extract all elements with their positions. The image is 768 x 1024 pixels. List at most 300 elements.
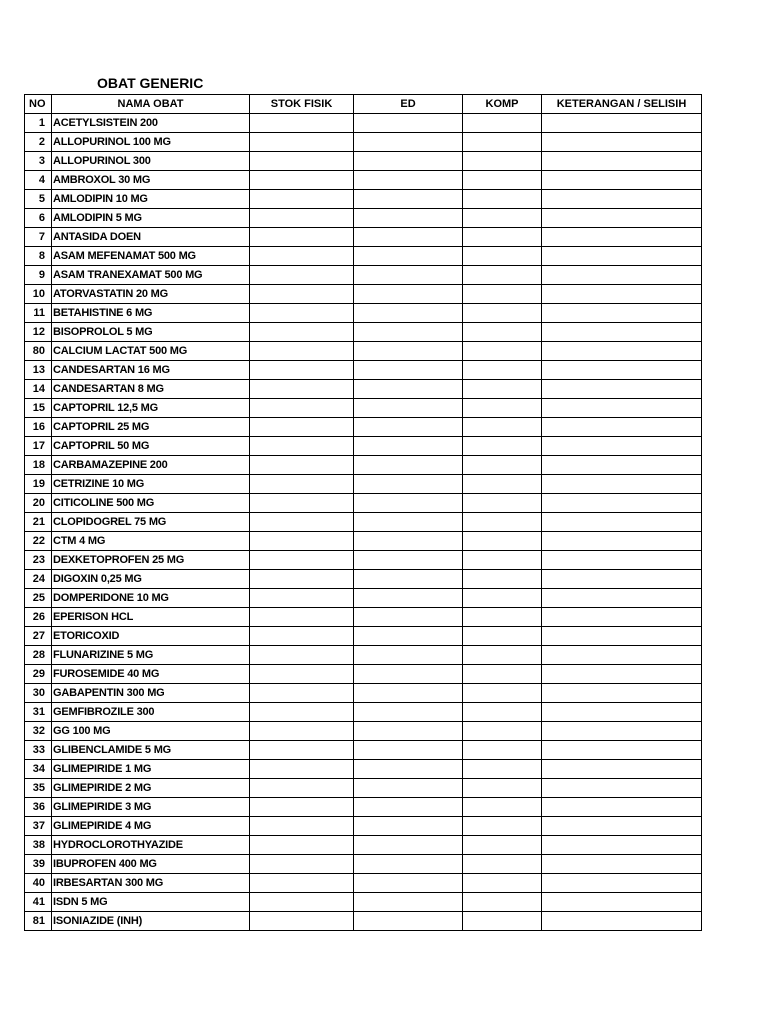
row-number: 32 (25, 722, 52, 741)
komp-cell[interactable] (463, 912, 542, 931)
komp-cell[interactable] (463, 304, 542, 323)
row-number: 7 (25, 228, 52, 247)
keterangan-cell[interactable] (542, 114, 702, 133)
keterangan-cell[interactable] (542, 418, 702, 437)
row-number: 20 (25, 494, 52, 513)
keterangan-cell[interactable] (542, 722, 702, 741)
stok-fisik-cell[interactable] (250, 380, 354, 399)
ed-cell[interactable] (354, 190, 463, 209)
komp-cell[interactable] (463, 551, 542, 570)
stok-fisik-cell[interactable] (250, 190, 354, 209)
table-row (25, 399, 702, 418)
table-row (25, 627, 702, 646)
stok-fisik-cell[interactable] (250, 209, 354, 228)
ed-cell[interactable] (354, 570, 463, 589)
drug-name-cell: ATORVASTATIN 20 MG (52, 285, 250, 304)
row-number: 22 (25, 532, 52, 551)
keterangan-cell[interactable] (542, 342, 702, 361)
komp-cell[interactable] (463, 855, 542, 874)
komp-cell[interactable] (463, 608, 542, 627)
table-row (25, 608, 702, 627)
drug-name-cell: CALCIUM LACTAT 500 MG (52, 342, 250, 361)
table-row (25, 741, 702, 760)
table-row (25, 703, 702, 722)
stok-fisik-cell[interactable] (250, 646, 354, 665)
keterangan-cell[interactable] (542, 513, 702, 532)
keterangan-cell[interactable] (542, 627, 702, 646)
komp-cell[interactable] (463, 627, 542, 646)
table-row (25, 722, 702, 741)
row-number: 31 (25, 703, 52, 722)
table-row (25, 456, 702, 475)
komp-cell[interactable] (463, 114, 542, 133)
row-number: 35 (25, 779, 52, 798)
drug-name-cell: AMBROXOL 30 MG (52, 171, 250, 190)
drug-name-cell: FLUNARIZINE 5 MG (52, 646, 250, 665)
table-row (25, 323, 702, 342)
drug-name-cell: CETRIZINE 10 MG (52, 475, 250, 494)
drug-name-cell: GLIMEPIRIDE 1 MG (52, 760, 250, 779)
row-number: 9 (25, 266, 52, 285)
komp-cell[interactable] (463, 133, 542, 152)
row-number: 19 (25, 475, 52, 494)
keterangan-cell[interactable] (542, 209, 702, 228)
keterangan-cell[interactable] (542, 171, 702, 190)
stok-fisik-cell[interactable] (250, 912, 354, 931)
row-number: 3 (25, 152, 52, 171)
row-number: 37 (25, 817, 52, 836)
ed-cell[interactable] (354, 836, 463, 855)
row-number: 39 (25, 855, 52, 874)
table-row (25, 684, 702, 703)
ed-cell[interactable] (354, 494, 463, 513)
ed-cell[interactable] (354, 209, 463, 228)
stok-fisik-cell[interactable] (250, 342, 354, 361)
stok-fisik-cell[interactable] (250, 551, 354, 570)
drug-name-cell: ISDN 5 MG (52, 893, 250, 912)
ed-cell[interactable] (354, 741, 463, 760)
table-row (25, 513, 702, 532)
keterangan-cell[interactable] (542, 532, 702, 551)
ed-cell[interactable] (354, 152, 463, 171)
ed-cell[interactable] (354, 456, 463, 475)
komp-cell[interactable] (463, 817, 542, 836)
stok-fisik-cell[interactable] (250, 323, 354, 342)
table-row (25, 494, 702, 513)
row-number: 13 (25, 361, 52, 380)
ed-cell[interactable] (354, 684, 463, 703)
table-row (25, 342, 702, 361)
ed-cell[interactable] (354, 418, 463, 437)
stok-fisik-cell[interactable] (250, 760, 354, 779)
drug-name-cell: HYDROCLOROTHYAZIDE (52, 836, 250, 855)
komp-cell[interactable] (463, 836, 542, 855)
komp-cell[interactable] (463, 893, 542, 912)
ed-cell[interactable] (354, 779, 463, 798)
drug-name-cell: ALLOPURINOL 100 MG (52, 133, 250, 152)
table-row (25, 228, 702, 247)
stok-fisik-cell[interactable] (250, 608, 354, 627)
keterangan-cell[interactable] (542, 779, 702, 798)
drug-name-cell: CANDESARTAN 8 MG (52, 380, 250, 399)
drug-name-cell: DIGOXIN 0,25 MG (52, 570, 250, 589)
ed-cell[interactable] (354, 380, 463, 399)
keterangan-cell[interactable] (542, 646, 702, 665)
header-nama-obat: NAMA OBAT (52, 95, 250, 114)
row-number: 34 (25, 760, 52, 779)
komp-cell[interactable] (463, 494, 542, 513)
drug-name-cell: CAPTOPRIL 50 MG (52, 437, 250, 456)
drug-name-cell: EPERISON HCL (52, 608, 250, 627)
drug-name-cell: BETAHISTINE 6 MG (52, 304, 250, 323)
table-row (25, 665, 702, 684)
komp-cell[interactable] (463, 247, 542, 266)
drug-name-cell: CAPTOPRIL 25 MG (52, 418, 250, 437)
table-row (25, 133, 702, 152)
table-row (25, 114, 702, 133)
row-number: 25 (25, 589, 52, 608)
row-number: 21 (25, 513, 52, 532)
stok-fisik-cell[interactable] (250, 817, 354, 836)
table-row (25, 798, 702, 817)
stok-fisik-cell[interactable] (250, 266, 354, 285)
keterangan-cell[interactable] (542, 741, 702, 760)
drug-name-cell: CTM 4 MG (52, 532, 250, 551)
stok-fisik-cell[interactable] (250, 494, 354, 513)
row-number: 36 (25, 798, 52, 817)
stok-fisik-cell[interactable] (250, 589, 354, 608)
drug-name-cell: GG 100 MG (52, 722, 250, 741)
keterangan-cell[interactable] (542, 266, 702, 285)
komp-cell[interactable] (463, 152, 542, 171)
row-number: 80 (25, 342, 52, 361)
drug-name-cell: GLIBENCLAMIDE 5 MG (52, 741, 250, 760)
ed-cell[interactable] (354, 551, 463, 570)
drug-name-cell: CANDESARTAN 16 MG (52, 361, 250, 380)
keterangan-cell[interactable] (542, 437, 702, 456)
table-row (25, 836, 702, 855)
komp-cell[interactable] (463, 171, 542, 190)
header-komp: KOMP (463, 95, 542, 114)
keterangan-cell[interactable] (542, 893, 702, 912)
row-number: 18 (25, 456, 52, 475)
ed-cell[interactable] (354, 532, 463, 551)
ed-cell[interactable] (354, 285, 463, 304)
drug-name-cell: ASAM TRANEXAMAT 500 MG (52, 266, 250, 285)
table-row (25, 152, 702, 171)
table-row (25, 589, 702, 608)
komp-cell[interactable] (463, 798, 542, 817)
keterangan-cell[interactable] (542, 361, 702, 380)
komp-cell[interactable] (463, 361, 542, 380)
ed-cell[interactable] (354, 247, 463, 266)
komp-cell[interactable] (463, 285, 542, 304)
keterangan-cell[interactable] (542, 494, 702, 513)
drug-name-cell: AMLODIPIN 5 MG (52, 209, 250, 228)
row-number: 26 (25, 608, 52, 627)
row-number: 28 (25, 646, 52, 665)
table-row (25, 646, 702, 665)
keterangan-cell[interactable] (542, 551, 702, 570)
row-number: 38 (25, 836, 52, 855)
table-row (25, 304, 702, 323)
drug-name-cell: BISOPROLOL 5 MG (52, 323, 250, 342)
table-row (25, 418, 702, 437)
keterangan-cell[interactable] (542, 399, 702, 418)
ed-cell[interactable] (354, 133, 463, 152)
keterangan-cell[interactable] (542, 475, 702, 494)
ed-cell[interactable] (354, 361, 463, 380)
stok-fisik-cell[interactable] (250, 114, 354, 133)
ed-cell[interactable] (354, 798, 463, 817)
ed-cell[interactable] (354, 114, 463, 133)
drug-name-cell: CARBAMAZEPINE 200 (52, 456, 250, 475)
komp-cell[interactable] (463, 342, 542, 361)
stok-fisik-cell[interactable] (250, 285, 354, 304)
row-number: 30 (25, 684, 52, 703)
ed-cell[interactable] (354, 513, 463, 532)
stok-fisik-cell[interactable] (250, 722, 354, 741)
keterangan-cell[interactable] (542, 608, 702, 627)
table-row (25, 817, 702, 836)
keterangan-cell[interactable] (542, 380, 702, 399)
ed-cell[interactable] (354, 703, 463, 722)
row-number: 12 (25, 323, 52, 342)
ed-cell[interactable] (354, 912, 463, 931)
row-number: 29 (25, 665, 52, 684)
komp-cell[interactable] (463, 266, 542, 285)
stok-fisik-cell[interactable] (250, 399, 354, 418)
komp-cell[interactable] (463, 570, 542, 589)
page-title: OBAT GENERIC (97, 75, 204, 91)
komp-cell[interactable] (463, 684, 542, 703)
ed-cell[interactable] (354, 760, 463, 779)
drug-name-cell: CAPTOPRIL 12,5 MG (52, 399, 250, 418)
drug-name-cell: CLOPIDOGREL 75 MG (52, 513, 250, 532)
ed-cell[interactable] (354, 228, 463, 247)
ed-cell[interactable] (354, 646, 463, 665)
stok-fisik-cell[interactable] (250, 513, 354, 532)
drug-name-cell: GLIMEPIRIDE 3 MG (52, 798, 250, 817)
stok-fisik-cell[interactable] (250, 418, 354, 437)
table-row (25, 209, 702, 228)
keterangan-cell[interactable] (542, 190, 702, 209)
row-number: 14 (25, 380, 52, 399)
komp-cell[interactable] (463, 399, 542, 418)
table-body (25, 114, 702, 931)
row-number: 17 (25, 437, 52, 456)
row-number: 8 (25, 247, 52, 266)
row-number: 11 (25, 304, 52, 323)
table-row (25, 912, 702, 931)
komp-cell[interactable] (463, 323, 542, 342)
stok-fisik-cell[interactable] (250, 171, 354, 190)
ed-cell[interactable] (354, 171, 463, 190)
ed-cell[interactable] (354, 437, 463, 456)
ed-cell[interactable] (354, 627, 463, 646)
ed-cell[interactable] (354, 608, 463, 627)
komp-cell[interactable] (463, 190, 542, 209)
ed-cell[interactable] (354, 589, 463, 608)
stok-fisik-cell[interactable] (250, 133, 354, 152)
row-number: 15 (25, 399, 52, 418)
komp-cell[interactable] (463, 722, 542, 741)
table-row (25, 551, 702, 570)
table-row (25, 475, 702, 494)
ed-cell[interactable] (354, 722, 463, 741)
komp-cell[interactable] (463, 532, 542, 551)
komp-cell[interactable] (463, 437, 542, 456)
table-row (25, 361, 702, 380)
stok-fisik-cell[interactable] (250, 532, 354, 551)
ed-cell[interactable] (354, 893, 463, 912)
keterangan-cell[interactable] (542, 304, 702, 323)
drug-name-cell: GEMFIBROZILE 300 (52, 703, 250, 722)
stok-fisik-cell[interactable] (250, 665, 354, 684)
keterangan-cell[interactable] (542, 836, 702, 855)
row-number: 2 (25, 133, 52, 152)
keterangan-cell[interactable] (542, 798, 702, 817)
ed-cell[interactable] (354, 304, 463, 323)
keterangan-cell[interactable] (542, 760, 702, 779)
komp-cell[interactable] (463, 589, 542, 608)
keterangan-cell[interactable] (542, 456, 702, 475)
header-ed: ED (354, 95, 463, 114)
drug-name-cell: ASAM MEFENAMAT 500 MG (52, 247, 250, 266)
drug-stock-table (24, 94, 702, 931)
table-row (25, 285, 702, 304)
stok-fisik-cell[interactable] (250, 855, 354, 874)
keterangan-cell[interactable] (542, 817, 702, 836)
keterangan-cell[interactable] (542, 323, 702, 342)
keterangan-cell[interactable] (542, 855, 702, 874)
row-number: 23 (25, 551, 52, 570)
drug-name-cell: IRBESARTAN 300 MG (52, 874, 250, 893)
drug-name-cell: IBUPROFEN 400 MG (52, 855, 250, 874)
row-number: 41 (25, 893, 52, 912)
ed-cell[interactable] (354, 266, 463, 285)
komp-cell[interactable] (463, 760, 542, 779)
drug-name-cell: ALLOPURINOL 300 (52, 152, 250, 171)
komp-cell[interactable] (463, 456, 542, 475)
drug-name-cell: ANTASIDA DOEN (52, 228, 250, 247)
ed-cell[interactable] (354, 817, 463, 836)
komp-cell[interactable] (463, 513, 542, 532)
stok-fisik-cell[interactable] (250, 437, 354, 456)
stok-fisik-cell[interactable] (250, 893, 354, 912)
keterangan-cell[interactable] (542, 912, 702, 931)
table-row (25, 532, 702, 551)
keterangan-cell[interactable] (542, 228, 702, 247)
komp-cell[interactable] (463, 209, 542, 228)
komp-cell[interactable] (463, 646, 542, 665)
keterangan-cell[interactable] (542, 285, 702, 304)
komp-cell[interactable] (463, 874, 542, 893)
stok-fisik-cell[interactable] (250, 152, 354, 171)
header-stok-fisik: STOK FISIK (250, 95, 354, 114)
drug-name-cell: AMLODIPIN 10 MG (52, 190, 250, 209)
stok-fisik-cell[interactable] (250, 798, 354, 817)
ed-cell[interactable] (354, 874, 463, 893)
komp-cell[interactable] (463, 665, 542, 684)
table-row (25, 893, 702, 912)
drug-name-cell: DEXKETOPROFEN 25 MG (52, 551, 250, 570)
stok-fisik-cell[interactable] (250, 361, 354, 380)
komp-cell[interactable] (463, 779, 542, 798)
stok-fisik-cell[interactable] (250, 741, 354, 760)
komp-cell[interactable] (463, 741, 542, 760)
keterangan-cell[interactable] (542, 874, 702, 893)
komp-cell[interactable] (463, 228, 542, 247)
stok-fisik-cell[interactable] (250, 627, 354, 646)
table-header-row (25, 95, 702, 114)
stok-fisik-cell[interactable] (250, 475, 354, 494)
ed-cell[interactable] (354, 342, 463, 361)
stok-fisik-cell[interactable] (250, 779, 354, 798)
row-number: 27 (25, 627, 52, 646)
keterangan-cell[interactable] (542, 570, 702, 589)
keterangan-cell[interactable] (542, 703, 702, 722)
keterangan-cell[interactable] (542, 152, 702, 171)
row-number: 16 (25, 418, 52, 437)
keterangan-cell[interactable] (542, 133, 702, 152)
table-row (25, 380, 702, 399)
drug-name-cell: GLIMEPIRIDE 2 MG (52, 779, 250, 798)
keterangan-cell[interactable] (542, 665, 702, 684)
stok-fisik-cell[interactable] (250, 684, 354, 703)
komp-cell[interactable] (463, 703, 542, 722)
header-keterangan: KETERANGAN / SELISIH (542, 95, 702, 114)
row-number: 40 (25, 874, 52, 893)
table-row (25, 855, 702, 874)
row-number: 24 (25, 570, 52, 589)
ed-cell[interactable] (354, 855, 463, 874)
ed-cell[interactable] (354, 399, 463, 418)
table-row (25, 437, 702, 456)
komp-cell[interactable] (463, 418, 542, 437)
drug-name-cell: DOMPERIDONE 10 MG (52, 589, 250, 608)
ed-cell[interactable] (354, 665, 463, 684)
row-number: 4 (25, 171, 52, 190)
stok-fisik-cell[interactable] (250, 456, 354, 475)
row-number: 5 (25, 190, 52, 209)
stok-fisik-cell[interactable] (250, 228, 354, 247)
table-row (25, 171, 702, 190)
stok-fisik-cell[interactable] (250, 874, 354, 893)
table-row (25, 570, 702, 589)
row-number: 6 (25, 209, 52, 228)
stok-fisik-cell[interactable] (250, 304, 354, 323)
stok-fisik-cell[interactable] (250, 703, 354, 722)
table-row (25, 266, 702, 285)
row-number: 81 (25, 912, 52, 931)
ed-cell[interactable] (354, 475, 463, 494)
drug-name-cell: FUROSEMIDE 40 MG (52, 665, 250, 684)
ed-cell[interactable] (354, 323, 463, 342)
keterangan-cell[interactable] (542, 684, 702, 703)
drug-name-cell: ISONIAZIDE (INH) (52, 912, 250, 931)
keterangan-cell[interactable] (542, 247, 702, 266)
stok-fisik-cell[interactable] (250, 570, 354, 589)
komp-cell[interactable] (463, 475, 542, 494)
keterangan-cell[interactable] (542, 589, 702, 608)
table-row (25, 247, 702, 266)
drug-name-cell: ACETYLSISTEIN 200 (52, 114, 250, 133)
stok-fisik-cell[interactable] (250, 247, 354, 266)
komp-cell[interactable] (463, 380, 542, 399)
drug-name-cell: ETORICOXID (52, 627, 250, 646)
stok-fisik-cell[interactable] (250, 836, 354, 855)
